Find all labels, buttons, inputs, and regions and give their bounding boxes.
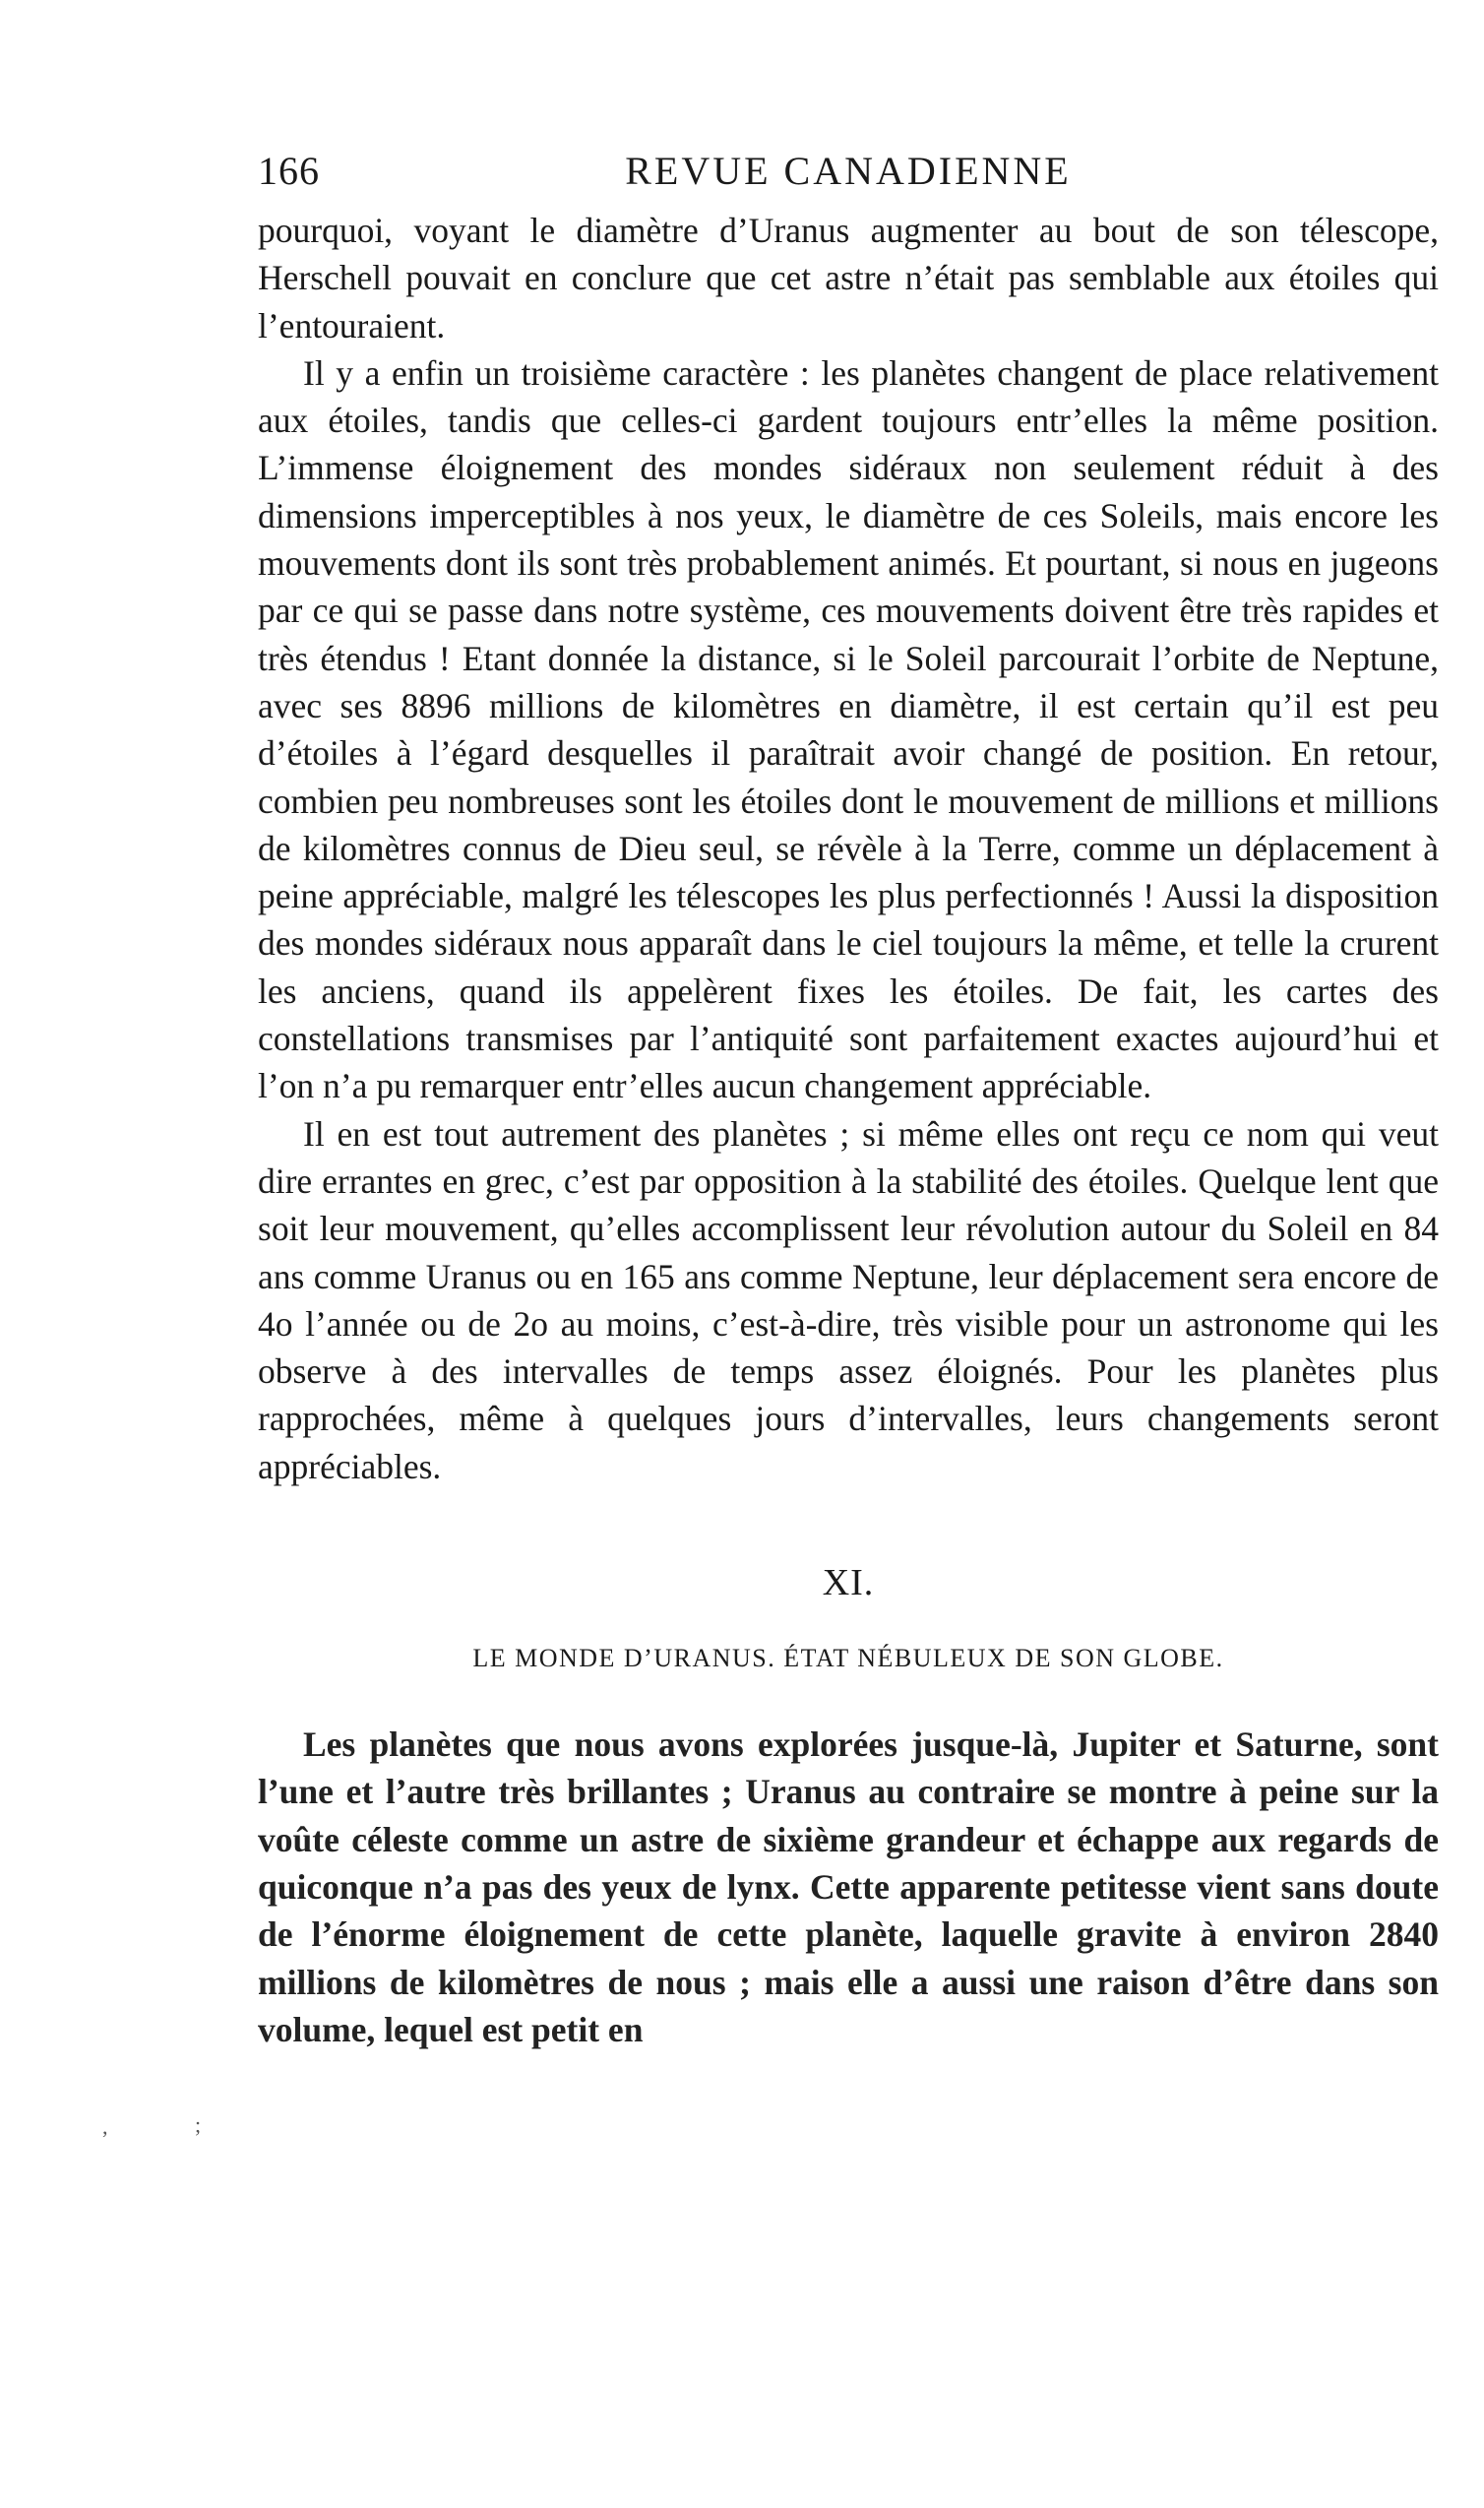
page-number: 166 bbox=[258, 149, 320, 193]
paragraph-continuation: pourquoi, voyant le diamètre d’Uranus augmenter au bout de son télescope, Herschell pouvait en conclure que cet astre n’était pas semblable aux étoiles qui l’entouraient. bbox=[258, 211, 1439, 345]
book-page bbox=[258, 148, 1439, 2053]
paragraph-third-character: Il y a enfin un troisième caractère : les planètes changent de place relativement aux étoiles, tandis que celles-ci gardent toujours entr’elles la même position. L’immense éloignement des mondes sidéraux non seulement réduit à des dimensions imperceptibles à nos yeux, le diamètre de ces Soleils, mais encore les mouvements dont ils sont très probablement animés. Et pourtant, si nous en jugeons par ce qui se passe dans notre système, ces mouvements doivent être très rapides et très étendus ! Etant donnée la distance, si le Soleil parcourait l’orbite de Neptune, avec ses 8896 millions de kilomètres en diamètre, il est certain qu’il est peu d’étoiles à l’égard desquelles il paraîtrait avoir changé de position. En retour, combien peu nombreuses sont les étoiles dont le mouvement de millions et millions de kilomètres connus de Dieu seul, se révèle à la Terre, comme un déplacement à peine appréciable, malgré les télescopes les plus perfectionnés ! Aussi la disposition des mondes sidéraux nous apparaît dans le ciel toujours la même, et telle la crurent les anciens, quand ils appelèrent fixes les étoiles. De fait, les cartes des constellations transmises par l’antiquité sont parfaitement exactes aujourd’hui et l’on n’a pu remarquer entr’elles aucun changement appréciable. bbox=[258, 352, 1439, 1106]
running-head bbox=[258, 148, 1439, 207]
section-title: LE MONDE D’URANUS. ÉTAT NÉBULEUX DE SON GLOBE. bbox=[472, 1644, 1224, 1673]
paragraph-uranus: Les planètes que nous avons explorées jusque-là, Jupiter et Saturne, sont l’une et l’autre très brillantes ; Uranus au contraire se montre à peine sur la voûte céleste comme un astre de sixième grandeur et échappe aux regards de quiconque n’a pas des yeux de lynx. Cette apparente petitesse vient sans doute de l’énorme éloignement de cette planète, laquelle gravite à environ 2840 millions de kilomètres de nous ; mais elle a aussi une raison d’être dans son volume, lequel est petit en bbox=[258, 1724, 1439, 2049]
margin-mark: ; bbox=[195, 2112, 202, 2137]
paragraph-planets: Il en est tout autrement des planètes ; si même elles ont reçu ce nom qui veut dire errantes en grec, c’est par opposition à la stabilité des étoiles. Quelque lent que soit leur mouvement, qu’elles accomplissent leur révolution autour du Soleil en 84 ans comme Uranus ou en 165 ans comme Neptune, leur déplacement sera encore de 4o l’année ou de 2o au moins, c’est-à-dire, très visible pour un astronome qui les observe à des intervalles de temps assez éloignés. Pour les planètes plus rapprochées, même à quelques jours d’intervalles, leurs changements seront appréciables. bbox=[258, 1113, 1439, 1486]
margin-mark: , bbox=[102, 2114, 108, 2139]
section-number: XI. bbox=[822, 1562, 875, 1604]
section-body bbox=[258, 1721, 1439, 2053]
journal-title: REVUE CANADIENNE bbox=[625, 149, 1072, 193]
body-text bbox=[258, 207, 1439, 1490]
